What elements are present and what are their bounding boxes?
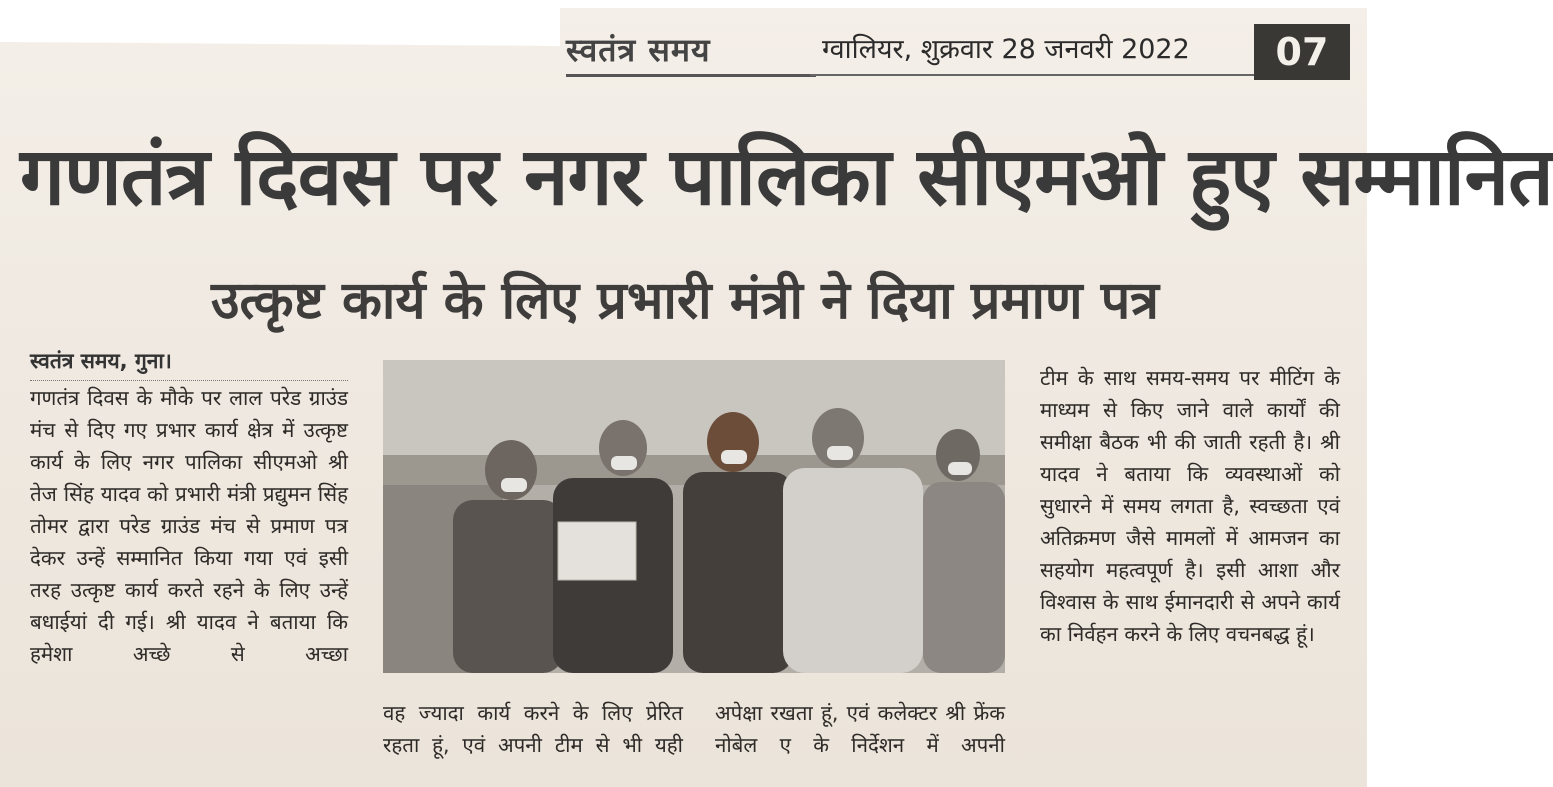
article-text-mid-2: अपेक्षा रखता हूं, एवं कलेक्टर श्री फ्रेंक नोबेल ए के निर्देशन में अपनी [715,701,1005,757]
masthead [560,22,1360,82]
news-photo [383,360,1005,673]
subheadline: उत्कृष्ट कार्य के लिए प्रभारी मंत्री ने दिया प्रमाण पत्र [211,271,1159,331]
byline: स्वतंत्र समय, गुना। [30,349,172,373]
newspaper-name: स्वतंत्र समय [566,26,816,77]
article-column-mid-1 [383,697,683,777]
article-column-left [30,382,348,782]
edition-dateline: ग्वालियर, शुक्रवार 28 जनवरी 2022 [822,34,1190,65]
article-column-right [1040,362,1340,782]
article-column-mid-2 [715,697,1005,777]
page-number: 07 [1254,24,1350,80]
byline-rule [30,380,348,381]
article-text-left: गणतंत्र दिवस के मौके पर लाल परेड ग्राउंड मंच से दिए गए प्रभार कार्य क्षेत्र में उत्कृष्ट कार्य के लिए नगर पालिका सीएमओ श्री तेज सिंह यादव को प्रभारी मंत्री प्रद्युमन सिंह तोमर द्वारा परेड ग्राउंड मंच से प्रमाण पत्र देकर उन्हें सम्मानित किया गया एवं इसी तरह उत्कृष्ट कार्य करते रहने के लिए उन्हें बधाईयां दी गई। श्री यादव ने बताया कि हमेशा अच्छे से अच्छा [30,386,348,666]
masthead-rule [810,74,1280,76]
article-text-right: टीम के साथ समय-समय पर मीटिंग के माध्यम से किए जाने वाले कार्यों की समीक्षा बैठक भी की जाती रहती है। श्री यादव ने बताया कि व्यवस्थाओं को सुधारने में समय लगता है, स्वच्छता एवं अतिक्रमण जैसे मामलों में आमजन का सहयोग महत्वपूर्ण है। इसी आशा और विश्वास के साथ ईमानदारी से अपने कार्य का निर्वहन करने के लिए वचनबद्ध हूं। [1040,366,1340,646]
article-text-mid-1: वह ज्यादा कार्य करने के लिए प्रेरित रहता हूं, एवं अपनी टीम से भी यही [383,701,683,757]
photo-certificate-ceremony-icon [383,360,1005,673]
headline: गणतंत्र दिवस पर नगर पालिका सीएमओ हुए सम्मानित [20,130,1553,223]
